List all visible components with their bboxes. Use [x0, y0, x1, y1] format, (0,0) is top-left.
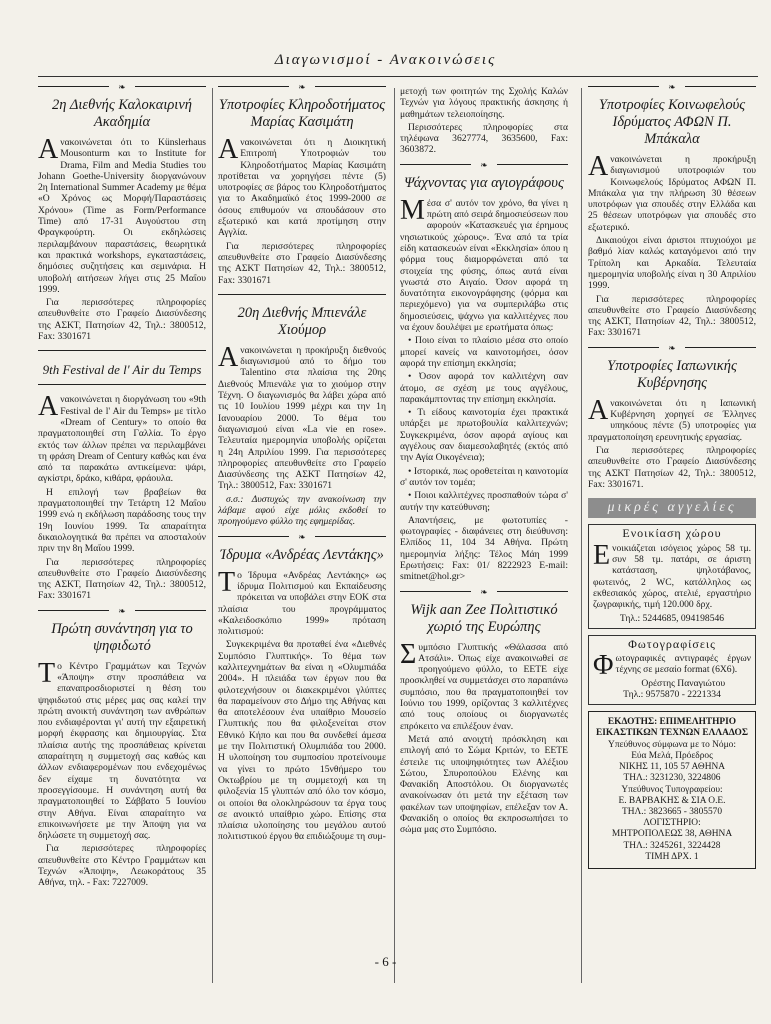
drop-cap: Α — [218, 341, 239, 373]
drop-cap: Α — [588, 394, 609, 426]
section-rule — [38, 350, 206, 359]
drop-cap: Α — [38, 134, 59, 165]
page-number: - 6 - — [374, 954, 397, 969]
column-2 — [218, 82, 386, 851]
leaf-ornament-icon: ❧ — [659, 82, 685, 92]
column-divider — [581, 88, 582, 983]
leaf-ornament-icon: ❧ — [109, 606, 135, 616]
publisher-line: Υπεύθυνος σύμφωνα με το Νόμο: — [608, 739, 736, 750]
drop-cap: Ε — [593, 539, 611, 571]
article-paragraph: Για περισσότερες πληροφορίες απευθυνθείτε στο Γραφείο Διασύνδεσης της ΑΣΚΤ, Πατησίων 42, Τηλ.: 3800512, Fax: 3301671 — [588, 293, 756, 339]
article-continuation — [400, 86, 568, 156]
article-title: 2η Διεθνής Καλοκαιρινή Ακαδημία — [52, 97, 192, 130]
article-title: Υποτροφίες Κληροδοτήματος Μαρίας Κασιμάτη — [218, 97, 386, 130]
ad-text: Φωτογραφικές αντιγραφές έργων τέχνης σε μεσαίο format (6Χ6). — [593, 650, 751, 682]
article-title: 20η Διεθνής Μπιενάλε Χιούμορ — [237, 304, 367, 338]
article-paragraph: Δικαιούχοι είναι άριστοι πτυχιούχοι με βαθμό λίαν καλώς καταγόμενοι από την Τρίπολη και Αρκαδία. Τελευταία ημερομηνία υποβολής είναι η 30 Απριλίου 1999. — [588, 235, 756, 292]
classified-ad-rental — [588, 524, 756, 628]
article-bakalas — [588, 82, 756, 339]
publisher-line: Εύα Μελά, Πρόεδρος — [631, 750, 713, 761]
section-rule — [588, 82, 756, 95]
section-rule — [218, 531, 386, 545]
section-rule — [588, 342, 756, 356]
ad-phone: Τηλ.: 9575870 - 2221334 — [623, 688, 721, 700]
leaf-ornament-icon: ❧ — [471, 160, 497, 170]
bullet-item: • Ιστορικά, πως οροθετείται η καινοτομία σ' αυτόν τον τομέα; — [400, 465, 568, 488]
article-paragraph: Το Ίδρυμα «Ανδρέας Λεντάκης» ως ίδρυμα Πολιτισμού και Εκπαίδευσης πρόκειται να υποβάλει στην ΕΟΚ στα πλαίσια του προγράμματος «Καλειδοσκόπιο 1999» πρόταση πολιτισμού: — [218, 566, 386, 638]
bullet-item: • Ποιο είναι το πλαίσιο μέσα στο οποίο μπορεί κανείς να καινοτομήσει, όσον αφορά την επίσημη εκκλησία; — [400, 335, 568, 369]
article-iconographers — [400, 159, 568, 583]
article-paragraph: Ανακοινώνεται ότι η Ιαπωνική Κυβέρνηση χορηγεί σε Έλληνες υπηκόους πέντε (5) υποτροφίες για πραγματοποίηση ερευνητικής εργασίας. — [588, 394, 756, 443]
bullet-item: • Ποιοι καλλιτέχνες προσπαθούν τώρα σ' αυτήν την κατεύθυνση; — [400, 490, 568, 513]
classifieds-banner: μικρές αγγελίες — [588, 498, 756, 518]
article-paragraph: Μετά από ανοιχτή πρόσκληση και επιλογή από το Σώμα Κριτών, το ΕΕΤΕ έστειλε τις υποψηφιότητες των Αλέξιου Σώτου, Σπυροπούλου Ελένης και Φανακίδη Αποστόλου. Οι διοργανωτές ανακοίνωσαν ότι μετά την εξέταση των φακέλων των υποψηφίων, επέλεξαν τον Α. Φανακίδη ο οποίος θα εκπροσωπήσει το σώμα μας στο Συμπόσιο. — [400, 733, 568, 836]
article-paragraph: Η επιλογή των βραβείων θα πραγματοποιηθεί την Τετάρτη 12 Μαΐου 1999 ενώ η εκδήλωση παράδοσης τους την 19η Ιουνίου 1999. Τα απαραίτητα δικαιολογητικά θα πρέπει να αποσταλούν πριν την 8η Μαΐου 1999. — [38, 486, 206, 555]
leaf-ornament-icon: ❧ — [659, 343, 685, 353]
column-4 — [588, 82, 756, 869]
section-rule — [400, 159, 568, 173]
section-rule — [400, 586, 568, 600]
publisher-line: ΜΗΤΡΟΠΟΛΕΩΣ 38, ΑΘΗΝΑ — [611, 829, 733, 840]
article-paragraph: Για περισσότερες πληροφορίες απευθυνθείτε στο Γραφείο Διασύνδεσης της ΑΣΚΤ, Πατησίων 42, Τηλ.: 3800512, Fax: 3301671 — [38, 556, 206, 602]
publisher-line: Υπεύθυνος Τυπογραφείου: — [621, 784, 723, 795]
article-paragraph: Για περισσότερες πληροφορίες απευθυνθείτε στο Γραφείο Διασύνδεσης της ΑΣΚΤ, Πατησίων 42, Τηλ.: 3800512, Fax: 3301671 — [38, 297, 206, 343]
section-rule — [218, 294, 386, 303]
article-paragraph: Ανακοινώνεται ότι η Διοικητική Επιτροπή Υποτροφιών του Κληροδοτήματος Μαρίας Κασιμάτη προτίθεται να χορηγήσει πέντε (5) υποτροφίες σε βάρος του Κληροδοτήματος για το Ακαδημαϊκό έτος 1999-2000 σε όσους επιθυμούν να σπουδάσουν στο εξωτερικό και κατά προτίμηση στην Αγγλία. — [218, 134, 386, 239]
column-3 — [400, 86, 568, 844]
ad-phone: Τηλ.: 5244685, 094198546 — [619, 612, 725, 624]
publisher-line: ΕΚΔΟΤΗΣ: ΕΠΙΜΕΛΗΤΗΡΙΟ — [607, 717, 737, 728]
article-wijk-aan-zee — [400, 586, 568, 836]
drop-cap: Φ — [593, 650, 614, 682]
drop-cap: Τ — [38, 657, 56, 689]
page-header: Διαγωνισμοί - Ανακοινώσεις — [274, 52, 497, 68]
article-paragraph: Για περισσότερες πληροφορίες απευθυνθείτε στο Γραφείο Διασύνδεσης της ΑΣΚΤ Πατησίων 42, Τηλ.: 3800512, Fax: 3301671 — [218, 240, 386, 286]
article-title: Wijk aan Zee Πολιτιστικό χωριό της Ευρώπης — [410, 601, 558, 635]
leaf-ornament-icon: ❧ — [289, 532, 315, 542]
article-paragraph: Ανακοινώνεται ότι το Künslerhaus Mousonturm και το Institute for Drama, Film and Media Studies του Johann Goethe-University διοργανώνουν 2η International Summer Academy με θέμα «Ο Χρόνος ως Μορφή/Παραστάσεις Χρόνου» (Time as Form/Performance Time) από 17-31 Αυγούστου στη Φραγκφούρτη. Οι εκδηλώσεις περιλαμβάνουν παραστάσεις, θεωρητικά και πρακτικά workshops, εγκαταστάσεις, δημόσιες συζητήσεις και σεμινάρια. Η υποβολή αιτήσεων λήγει στις 25 Μαΐου 1999. — [38, 134, 206, 295]
drop-cap: Σ — [400, 638, 417, 670]
drop-cap: Μ — [400, 194, 425, 226]
article-title: Ψάχνοντας για αγιογράφους — [404, 174, 564, 191]
article-paragraph: Συμπόσιο Γλυπτικής «Θάλασσα από Ατσάλι». Όπως είχε ανακοινωθεί σε προηγούμενο φύλλο, το ΕΕΤΕ είχε προσκληθεί να συμμετάσχει στο παραπάνω συμπόσιο, που θα πραγματοποιηθεί τον Ιούνιο του 1999, ορίζοντας 3 καλλιτέχνες από τους οποίους οι διοργανωτές επρόκειτο να επιλέξουν έναν. — [400, 638, 568, 732]
leaf-ornament-icon: ❧ — [109, 82, 135, 92]
publisher-line: Ε. ΒΑΡΒΑΚΗΣ & ΣΙΑ Ο.Ε. — [618, 795, 726, 806]
article-biennale — [218, 294, 386, 528]
article-title: Υποτροφίες Ιαπωνικής Κυβέρνησης — [607, 357, 737, 391]
article-paragraph: Ανακοινώνεται η διοργάνωση του «9th Festival de l' Air du Temps» με τίτλο «Dream of Century» το οποίο θα πραγματοποιηθεί στη Γαλλία. Το έργο εκτός των άλλων πρέπει να περιλαμβάνει τη φράση Dream of Century καθώς και ένα από τα παρακάτω αντικείμενα: ψάρι, αγκίστρι, δράκο, κιθάρα, φράουλα. — [38, 391, 206, 485]
bullet-item: • Όσον αφορά τον καλλιτέχνη σαν άτομο, σε σχέση με τους αγγέλους, παρακάμπτοντας την επίσημη εκκλησία. — [400, 371, 568, 405]
article-lentakis — [218, 531, 386, 843]
article-title: Πρώτη συνάντηση για το ψηφιδωτό — [51, 620, 193, 654]
article-paragraph: Ανακοινώνεται η προκήρυξη διαγωνισμού υποτροφιών του Κοινωφελούς Ιδρύματος ΑΦΩΝ Π. Μπάκαλα για την πλήρωση 30 θέσεων υποτρόφων για σπουδές στην Ελλάδα και 25 θέσεων υποτρόφων για σπουδές στο εξωτερικό. — [588, 151, 756, 233]
publisher-line: ΤΙΜΗ ΔΡΧ. 1 — [645, 851, 699, 862]
section-rule — [38, 82, 206, 95]
publisher-line: ΤΗΛ.: 3245261, 3224428 — [623, 840, 721, 851]
ad-contact-name: Ορέστης Παναγιώτου — [641, 677, 726, 689]
column-1 — [38, 82, 206, 897]
publisher-box — [588, 711, 756, 869]
article-paragraph: Μέσα σ' αυτόν τον χρόνο, θα γίνει η πρώτη από σειρά δημοσιεύσεων που αφορούν «Κατασκευές για έρημους νησιωτικούς χώρους». Ένα από τα τρία είδη κατασκευών είναι «Εκκλησία» όπου η φόρμα τους διαμορφώνεται από τα στοιχεία της φύσης, όπως αυτά είναι γνωστά στο Αιγαίο. Όσον αφορά τη δυνατότητα εικονογράφησης (φόρμα και περιεχόμενο) για να συμπεριλάβω στις δημοσιεύσεις, ψάχνω για καλλιτέχνες που να έχουν δουλέψει με ερωτήματα όπως: — [400, 194, 568, 334]
article-japan — [588, 342, 756, 490]
drop-cap: Τ — [218, 566, 236, 598]
article-paragraph: Απαντήσεις, με φωτοτυπίες - φωτογραφίες - διαφάνειες στη διεύθυνση: Ελπίδος 11, 104 34 Αθήνα. Πρώτη ημερομηνία λήξης: Τέλος Μάη 1999 Ερωτήσεις: Fax: 01/ 8222923 E-mail: smitnet@hol.gr> — [400, 514, 568, 583]
column-divider — [212, 88, 213, 983]
publisher-line: ΛΟΓΙΣΤΗΡΙΟ: — [643, 818, 701, 829]
header-rule — [38, 76, 758, 77]
drop-cap: Α — [38, 391, 59, 423]
leaf-ornament-icon: ❧ — [289, 82, 315, 92]
ad-text: Ενοικιάζεται ισόγειος χώρος 58 τμ. συν 58 τμ. πατάρι, σε άριστη κατάσταση, ψηλοτάβανος, φωτεινός, 2 WC, κατάλληλος ως εκθεσιακός χώρος, ατελιέ, εργαστήριο ζωγραφικής, τιμή 120.000 δρχ. — [593, 539, 751, 611]
publisher-line: ΤΗΛ.: 3231230, 3224806 — [623, 773, 721, 784]
drop-cap: Α — [218, 134, 239, 165]
article-paragraph: μετοχή των φοιτητών της Σχολής Καλών Τεχνών για λόγους πρακτικής άσκησης ή μαθημάτων τελειοποίησης. — [400, 86, 568, 120]
editor-note: σ.σ.: Δυστυχώς την ανακοίνωση την λάβαμε αφού είχε μόλις εκδοθεί το προηγούμενο φύλλο της εφημερίδας. — [218, 493, 386, 528]
article-paragraph: Συγκεκριμένα θα προταθεί ένα «Διεθνές Συμπόσιο Γλυπτικής». Το θέμα των καλλιτεχνημάτων θα είναι η «Ολυμπιάδα 2004». Η πλειάδα των έργων που θα φιλοτεχνήσουν οι διακεκριμένοι γλύπτες θα παραμείνουν στο Δήμο της Αθήνας και θα αποτελέσουν ένα υπαίθριο Μουσείο Γλυπτικής που θα φιλοξενείται στον Εθνικό Κήπο και που θα συνδεθεί άμεσα με την Πολιτιστική Ολυμπιάδα του 2000. Η υλοποίηση του συμποσίου προτείνουμε να γίνει το πρώτο 15νθήμερο του Οκτωβρίου με τη συμμετοχή και τη φιλοξενία 15 γλυπτών από όλο τον κόσμο, οι οποίοι θα ολοκληρώσουν τα έργα τους σε ανοικτό υπαίθριο χώρο. Επίσης στα πλαίσια υλοποίησης του μεγάλου αυτού πολιτιστικού έργου θα επιδιώξουμε τη συμ- — [218, 639, 386, 843]
drop-cap: Α — [588, 151, 609, 182]
section-rule — [218, 82, 386, 95]
article-festival — [38, 350, 206, 601]
article-kasimati — [218, 82, 386, 286]
classified-ad-photography — [588, 635, 756, 705]
article-paragraph: Ανακοινώνεται η προκήρυξη διεθνούς διαγωνισμού από το δήμο του Talentino στα πλαίσια της 20ης Διεθνούς Μπιενάλε για το χιούμορ στην Τέχνη. Ο διαγωνισμός θα λάβει χώρα από τις 10 Ιουλίου 1999 μέχρι και την 1η Ιανουαρίου 2000. Το θέμα του διαγωνισμού είναι «La vie en rose». Τελευταία ημερομηνία υποβολής ορίζεται η 24η Απριλίου 1999. Για περισσότερες πληροφορίες απευθυνθείτε στο Γραφείο Διασύνδεσης της ΑΣΚΤ Πατησίων 42, Τηλ.: 3800512, Fax: 3301671 — [218, 341, 386, 492]
publisher-line: ΕΙΚΑΣΤΙΚΩΝ ΤΕΧΝΩΝ ΕΛΛΑΔΟΣ — [596, 728, 748, 739]
article-paragraph: Για περισσότερες πληροφορίες απευθυνθείτε στο Γραφείο Διασύνδεσης της ΑΣΚΤ Πατησίων 42, Τηλ.: 3800512, Fax: 3301671. — [588, 444, 756, 490]
article-paragraph: Το Κέντρο Γραμμάτων και Τεχνών «Άποψη» στην προσπάθεια να επαναπροσδιοριστεί η θέση του ψηφιδωτού στις μέρες μας σας καλεί την πρώτη ανοικτή συνάντηση των ανθρώπων που ενδιαφέρονται γι' αυτή την εξαιρετική μορφή έκφρασης και δημιουργίας. Στα πλαίσια αυτής της προσπάθειας κρίνεται απαραίτητη η συμμετοχή σας καθώς και άλλων ενδιαφερομένων που ενδεχομένως δεν είχαμε τη δυνατότητα να προσεγγίσουμε. Η συνάντηση αυτή θα πραγματοποιηθεί το Σάββατο 5 Ιουνίου στην Αθήνα. Είναι απαραίτητο να επικοινωνήσετε με την Άποψη για να δηλώσετε τη συμμετοχή σας. — [38, 657, 206, 842]
ad-title: Φωτογραφίσεις — [628, 636, 716, 651]
article-paragraph: Για περισσότερες πληροφορίες απευθυνθείτε στο Κέντρο Γραμμάτων και Τεχνών «Άποψη», Λεωκοράτους 35 Αθήνα, τηλ. - Fax: 7227009. — [38, 843, 206, 889]
bullet-item: • Τι είδους καινοτομία έχει πρακτικά υπάρξει με πρωτοβουλία καλλιτεχνών; Συγκεκριμένα, όσον αφορά αγίους και αγγέλους σαν διαμεσολαβητές (εκτός από την Αγία Οικογένεια); — [400, 407, 568, 464]
publisher-line: ΝΙΚΗΣ 11, 105 57 ΑΘΗΝΑ — [618, 762, 726, 773]
article-title: Υποτροφίες Κοινωφελούς Ιδρύματος ΑΦΩΝ Π. Μπάκαλα — [598, 97, 746, 147]
article-paragraph: Περισσότερες πληροφορίες στα τηλέφωνα 3627774, 3635600, Fax: 3603872. — [400, 121, 568, 156]
section-rule — [38, 605, 206, 619]
article-title: Ίδρυμα «Ανδρέας Λεντάκης» — [220, 546, 384, 563]
ad-title: Ενοικίαση χώρου — [622, 526, 722, 541]
leaf-ornament-icon: ❧ — [471, 587, 497, 597]
column-divider — [394, 88, 395, 983]
article-title: 9th Festival de l' Air du Temps — [42, 362, 202, 378]
article-mosaic — [38, 605, 206, 889]
article-summer-academy — [38, 82, 206, 343]
section-rule — [38, 384, 206, 393]
publisher-line: ΤΗΛ.: 3823665 - 3805570 — [621, 806, 723, 817]
